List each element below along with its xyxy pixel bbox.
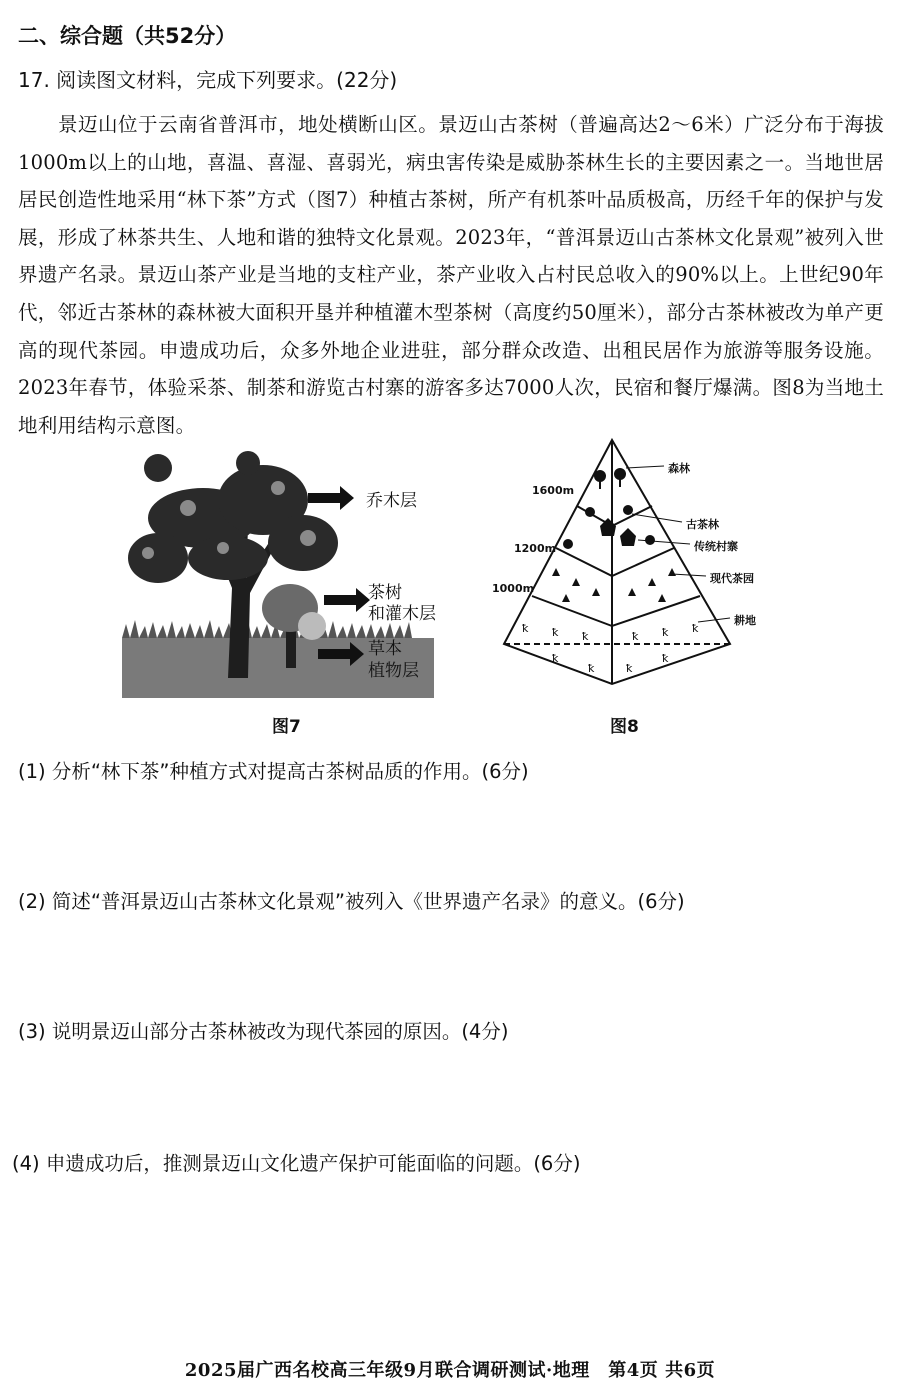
label-shrub-1: 茶树 (368, 583, 402, 603)
section-title: 二、综合题（共52分） (18, 24, 237, 48)
svg-text:ꝁ: ꝁ (522, 622, 529, 635)
svg-text:ꝁ: ꝁ (582, 630, 589, 643)
material-passage (18, 106, 884, 444)
svg-text:ꝁ: ꝁ (662, 652, 669, 665)
question-3: (3) 说明景迈山部分古茶林被改为现代茶园的原因。(4分) (18, 1020, 509, 1043)
passage-text: 景迈山位于云南省普洱市，地处横断山区。景迈山古茶树（普遍高达2～6米）广泛分布于海拔1000m以上的山地，喜温、喜湿、喜弱光，病虫害传染是威胁茶林生长的主要因素之一。当地世居居民创造性地采用“林下茶”方式（图7）种植古茶树，所产有机茶叶品质极高，历经千年的保护与发展，形成了林茶共生、人地和谐的独特文化景观。2023年，“普洱景迈山古茶林文化景观”被列入世界遗产名录。景迈山茶产业是当地的支柱产业，茶产业收入占村民总收入的90%以上。上世纪90年代，邻近古茶林的森林被大面积开垦并种植灌木型茶树（高度约50厘米），部分古茶林被改为单产更高的现代茶园。申遗成功后，众多外地企业进驻，部分群众改造、出租民居作为旅游等服务设施。2023年春节，体验采茶、制茶和游览古村寨的游客多达7000人次，民宿和餐厅爆满。图8为当地土地利用结构示意图。 (18, 113, 884, 437)
figure-7 (118, 448, 448, 708)
farmland-symbols (522, 622, 699, 675)
modern-tea-symbols (552, 568, 676, 602)
figure-7-caption: 图7 (272, 717, 301, 737)
shrub (298, 612, 326, 640)
svg-text:ꝁ: ꝁ (662, 626, 669, 639)
canopy (128, 451, 338, 583)
label-herb-1: 草本 (368, 639, 402, 659)
legend-village: 传统村寨 (694, 540, 738, 553)
label-canopy: 乔木层 (366, 491, 417, 511)
arrow-icon (324, 588, 374, 612)
legend-forest: 森林 (668, 462, 690, 475)
svg-text:ꝁ: ꝁ (692, 622, 699, 635)
question-header: 17. 阅读图文材料，完成下列要求。(22分) (18, 68, 398, 92)
svg-text:ꝁ: ꝁ (552, 626, 559, 639)
altitude-1200: 1200m (514, 542, 557, 555)
svg-text:ꝁ: ꝁ (626, 662, 633, 675)
legend-farmland: 耕地 (734, 614, 756, 627)
question-2: (2) 简述“普洱景迈山古茶林文化景观”被列入《世界遗产名录》的意义。(6分) (18, 890, 685, 913)
question-4: (4) 申遗成功后，推测景迈山文化遗产保护可能面临的问题。(6分) (12, 1152, 581, 1175)
legend-old-tea: 古茶林 (686, 518, 719, 531)
figure-8-caption: 图8 (610, 717, 639, 737)
svg-text:ꝁ: ꝁ (552, 652, 559, 665)
altitude-1600: 1600m (532, 484, 575, 497)
figure-8 (492, 436, 792, 706)
label-shrub-2: 和灌木层 (368, 604, 436, 624)
label-herb-2: 植物层 (368, 661, 419, 681)
legend-modern-tea: 现代茶园 (710, 572, 754, 585)
arrow-icon (308, 486, 358, 510)
question-1: (1) 分析“林下茶”种植方式对提高古茶树品质的作用。(6分) (18, 760, 529, 783)
svg-text:ꝁ: ꝁ (588, 662, 595, 675)
arrow-icon (318, 642, 368, 666)
altitude-1000: 1000m (492, 582, 535, 595)
forest-symbols (594, 468, 626, 489)
svg-text:ꝁ: ꝁ (632, 630, 639, 643)
tea-tree-trunk (286, 628, 296, 668)
page-footer: 2025届广西名校高三年级9月联合调研测试·地理 第4页 共6页 (184, 1360, 716, 1381)
